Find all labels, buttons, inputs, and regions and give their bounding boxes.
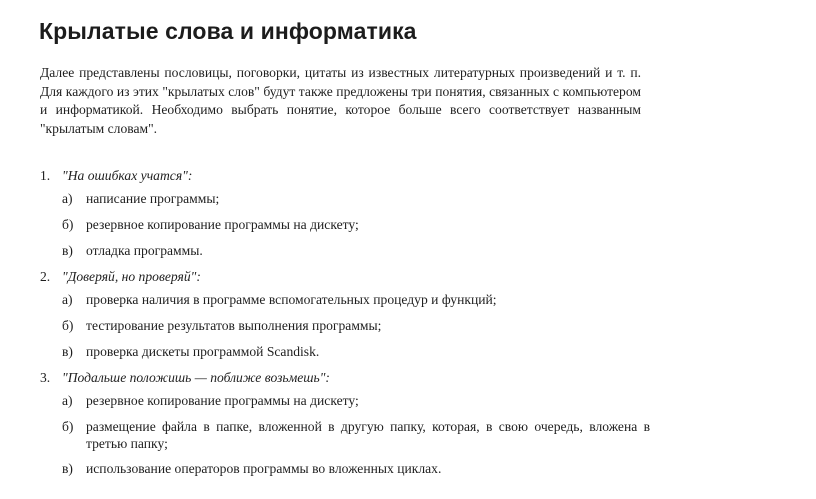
option-label: в)	[62, 344, 73, 359]
answer-option	[40, 392, 650, 410]
answer-option	[40, 242, 650, 260]
option-label: б)	[62, 318, 74, 333]
question-text: "Доверяй, но проверяй":	[62, 269, 201, 284]
answer-option	[40, 343, 650, 361]
question-1	[40, 167, 650, 260]
option-text: тестирование результатов выполнения программы;	[86, 318, 382, 333]
answer-option	[40, 460, 650, 478]
option-text: использование операторов программы во вложенных циклах.	[86, 461, 442, 476]
option-text: написание программы;	[86, 191, 220, 206]
option-text: резервное копирование программы на дискету;	[86, 393, 359, 408]
answer-option	[40, 190, 650, 208]
option-label: б)	[62, 217, 74, 232]
option-label: а)	[62, 191, 73, 206]
option-text: проверка дискеты программой Scandisk.	[86, 344, 320, 359]
option-label: б)	[62, 419, 74, 434]
question-list	[40, 167, 650, 486]
question-number: 3.	[40, 370, 51, 385]
question-header	[40, 268, 650, 291]
answer-option	[40, 216, 650, 234]
question-header	[40, 369, 650, 392]
answer-option	[40, 418, 650, 452]
question-text: "На ошибках учатся":	[62, 168, 193, 183]
option-text: отладка программы.	[86, 243, 203, 258]
option-label: в)	[62, 461, 73, 476]
question-header	[40, 167, 650, 190]
page-title: Крылатые слова и информатика	[39, 18, 417, 44]
option-text: проверка наличия в программе вспомогательных процедур и функций;	[86, 292, 497, 307]
option-text: резервное копирование программы на дискету;	[86, 217, 359, 232]
intro-paragraph: Далее представлены пословицы, поговорки, цитаты из известных литературных произведений и т. п. Для каждого из этих "крылатых слов" будут также предложены три понятия, связанных с компьютером и информатикой. Необходимо выбрать понятие, которое больше всего соответствует названным "крылатым словам".	[40, 65, 641, 136]
option-label: а)	[62, 292, 73, 307]
question-2	[40, 268, 650, 361]
option-label: а)	[62, 393, 73, 408]
option-text: размещение файла в папке, вложенной в другую папку, которая, в свою очередь, вложена в третью папку;	[86, 419, 650, 451]
option-label: в)	[62, 243, 73, 258]
question-text: "Подальше положишь — поближе возьмешь":	[62, 370, 330, 385]
answer-option	[40, 291, 650, 309]
question-number: 2.	[40, 269, 51, 284]
question-3	[40, 369, 650, 478]
answer-option	[40, 317, 650, 335]
question-number: 1.	[40, 168, 51, 183]
